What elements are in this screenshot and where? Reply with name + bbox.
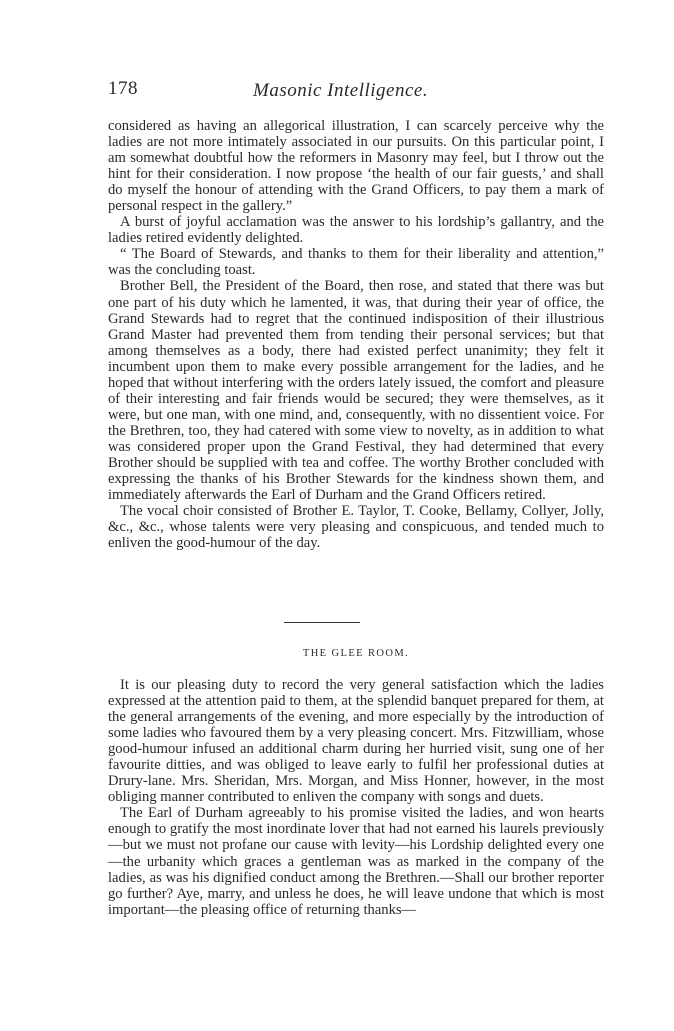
- paragraph-acclamation: A burst of joyful acclamation was the answer to his lordship’s gallantry, and the ladies retired evidently delighted.: [108, 214, 604, 247]
- paragraph-earl-of-durham: The Earl of Durham agreeably to his promise visited the ladies, and won hearts enough to gratify the most inordinate lover that had not earned his laurels previously—but we must not profane our cause with levity—his Lordship delighted every one—the urbanity which graces a gentleman was as marked in the company of the ladies, as was his dignified conduct among the Brethren.—Shall our brother reporter go further? Aye, marry, and unless he does, he will leave undone that which is most important—the pleasing office of returning thanks—: [108, 805, 604, 918]
- body-text-bottom: [108, 677, 604, 918]
- section-divider: [284, 622, 360, 623]
- paragraph-brother-bell: Brother Bell, the President of the Board, then rose, and stated that there was but one part of his duty which he lamented, it was, that during their year of office, the Grand Stewards had to regret that the continued indisposition of their illustrious Grand Master had prevented them from tending their personal services; but that among themselves as a body, there had existed perfect unanimity; they felt it incumbent upon them to make every possible arrangement for the ladies, and he hoped that without interfering with the orders lately issued, the comfort and pleasure of their interesting and fair friends would be secured; they were themselves, as it were, but one man, with one mind, and, consequently, with no dissentient voice. For the Brethren, too, they had catered with some view to novelty, as in addition to what was considered proper upon the Grand Festival, they had determined that every Brother should be supplied with tea and coffee. The worthy Brother concluded with expressing the thanks of his Brother Stewards for the kindness shown them, and immediately afterwards the Earl of Durham and the Grand Officers retired.: [108, 278, 604, 504]
- paragraph-vocal-choir: The vocal choir consisted of Brother E. Taylor, T. Cooke, Bellamy, Collyer, Jolly, &c., &c., whose talents were very pleasing and conspicuous, and tended much to enliven the good-humour of the day.: [108, 503, 604, 552]
- paragraph-continued-speech: considered as having an allegorical illustration, I can scarcely perceive why the ladies are not more intimately associated in our pursuits. On this particular point, I am somewhat doubtful how the reformers in Masonry may feel, but I throw out the hint for their consideration. I now propose ‘the health of our fair guests,’ and shall do myself the honour of attending with the Grand Officers, to pay them a mark of personal respect in the gallery.”: [108, 118, 604, 215]
- paragraph-toast: “ The Board of Stewards, and thanks to them for their liberality and attention,” was the concluding toast.: [108, 246, 604, 279]
- running-title: Masonic Intelligence.: [253, 80, 429, 101]
- page-number: 178: [108, 78, 138, 99]
- section-heading: THE GLEE ROOM.: [302, 648, 410, 659]
- paragraph-glee-room-intro: It is our pleasing duty to record the very general satisfaction which the ladies expressed at the attention paid to them, at the splendid banquet prepared for them, at the general arrangements of the evening, and more especially by the introduction of some ladies who favoured them by a very pleasing concert. Mrs. Fitzwilliam, whose good-humour infused an additional charm during her hurried visit, sung one of her favourite ditties, and was obliged to leave early to fulfil her professional duties at Drury-lane. Mrs. Sheridan, Mrs. Morgan, and Miss Honner, however, in the most obliging manner contributed to enliven the company with songs and duets.: [108, 677, 604, 806]
- body-text-top: [108, 118, 604, 551]
- running-head: [108, 78, 608, 104]
